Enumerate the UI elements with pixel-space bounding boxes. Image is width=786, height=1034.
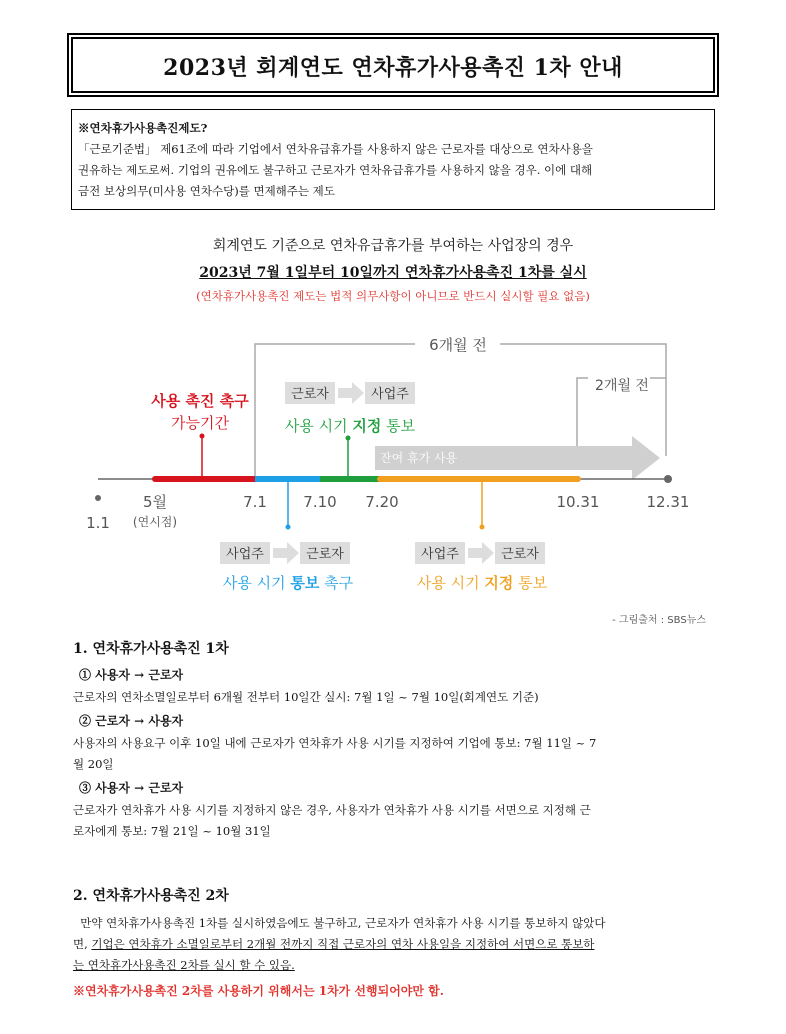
top-to-label: 사업주 — [371, 387, 409, 402]
intro-line-3: (연차휴가사용촉진 제도는 법적 의무사항이 아니므로 반드시 실시할 필요 없음) — [196, 289, 590, 303]
section-2-line-1: 만약 연차휴가사용촉진 1차를 실시하였음에도 불구하고, 근로자가 연차휴가 사용 시기를 통보하지 않았다 — [73, 916, 606, 930]
top-caption — [285, 417, 416, 435]
intro-line-2-text: 2023년 7월 1일부터 10일까지 연차휴가사용촉진 1차를 실시 — [199, 265, 587, 281]
intro-line-1: 회계연도 기준으로 연차유급휴가를 부여하는 사업장의 경우 — [212, 238, 574, 254]
top-dot — [346, 436, 351, 441]
section-1-item-1-text: 근로자의 연차소멸일로부터 6개월 전부터 10일간 실시: 7월 1일 ~ 7월 10일(회계연도 기준) — [73, 690, 539, 704]
section-2-note: ※연차휴가사용촉진 2차를 사용하기 위해서는 1차가 선행되어야만 함. — [73, 984, 444, 998]
bl-caption-b: 통보 — [290, 574, 320, 592]
section-1-item-3-text-cont: 로자에게 통보: 7월 21일 ~ 10월 31일 — [73, 824, 271, 838]
tick-may-sub: (연시점) — [132, 515, 178, 529]
end-dot — [664, 475, 672, 483]
promo-period-sub: 가능기간 — [171, 414, 229, 432]
section-2-heading: 2. 연차휴가사용촉진 2차 — [73, 888, 229, 904]
definition-box — [71, 109, 715, 210]
bl-to-label: 근로자 — [306, 547, 344, 562]
section-2-line-3: 는 연차휴가사용촉진 2차를 실시 할 수 있음. — [73, 958, 295, 972]
remaining-label: 잔여 휴가 사용 — [380, 451, 458, 465]
top-caption-c: 통보 — [381, 417, 416, 435]
top-caption-a: 사용 시기 — [284, 417, 353, 435]
tick-7-10: 7.10 — [303, 493, 337, 511]
bl-flow-arrow — [273, 542, 299, 564]
tick-7-20: 7.20 — [365, 493, 399, 511]
top-from-label: 근로자 — [291, 387, 329, 402]
promo-period-label: 사용 촉진 촉구 — [151, 392, 249, 410]
top-flow-arrow — [338, 382, 364, 404]
bl-caption — [223, 574, 354, 592]
page-title: 2023년 회계연도 연차휴가사용촉진 1차 안내 — [163, 55, 623, 81]
bl-dot — [286, 525, 291, 530]
six-months-label: 6개월 전 — [429, 336, 487, 354]
section-2-line-2-plain: 면, — [73, 937, 92, 951]
bl-caption-c: 촉구 — [319, 574, 354, 592]
section-1-item-2-label: ② 근로자 → 사용자 — [79, 714, 184, 728]
br-caption-a: 사용 시기 — [416, 574, 485, 592]
br-caption — [417, 574, 548, 592]
tick-1-1: 1.1 — [86, 514, 110, 532]
section-1-heading: 1. 연차휴가사용촉진 1차 — [73, 641, 229, 657]
section-1-item-2-text: 사용자의 사용요구 이후 10일 내에 근로자가 연차휴가 사용 시기를 지정하여 기업에 통보: 7월 11일 ~ 7 — [73, 736, 597, 750]
timeline-diagram — [80, 318, 706, 608]
tick-7-1: 7.1 — [243, 493, 267, 511]
section-1 — [73, 638, 723, 842]
br-caption-b: 지정 — [484, 574, 514, 592]
intro-line-2 — [0, 262, 786, 282]
definition-line: 금전 보상의무(미사용 연차수당)를 면제해주는 제도 — [78, 184, 335, 198]
top-caption-b: 지정 — [352, 417, 382, 435]
definition-line: 권유하는 제도로써. 기업의 권유에도 불구하고 근로자가 연차유급휴가를 사용하지 않을 경우. 이에 대해 — [78, 163, 593, 177]
section-1-item-3-label: ③ 사용자 → 근로자 — [79, 781, 184, 795]
br-flow-arrow — [468, 542, 494, 564]
section-2-line-2 — [73, 934, 723, 955]
section-1-item-2-text-cont: 월 20일 — [73, 757, 114, 771]
br-dot — [480, 525, 485, 530]
section-2 — [73, 885, 723, 999]
tick-may: 5월 — [142, 493, 168, 511]
tick-12-31: 12.31 — [646, 493, 690, 511]
definition-heading: ※연차휴가사용촉진제도? — [78, 121, 208, 135]
promo-dot — [200, 434, 205, 439]
br-from-label: 사업주 — [421, 547, 459, 562]
br-to-label: 근로자 — [501, 547, 539, 562]
bl-from-label: 사업주 — [226, 547, 264, 562]
section-1-item-3-text: 근로자가 연차휴가 사용 시기를 지정하지 않은 경우, 사용자가 연차휴가 사용 시기를 서면으로 지정해 근 — [73, 803, 591, 817]
title-box — [71, 37, 715, 93]
section-2-line-2-underlined: 기업은 연차휴가 소멸일로부터 2개월 전까지 직접 근로자의 연차 사용일을 지정하여 서면으로 통보하 — [91, 937, 595, 951]
section-1-item-1-label: ① 사용자 → 근로자 — [79, 668, 184, 682]
image-credit: - 그림출처 : SBS뉴스 — [612, 615, 706, 626]
definition-line: 「근로기준법」 제61조에 따라 기업에서 연차유급휴가를 사용하지 않은 근로자를 대상으로 연차사용을 — [78, 142, 593, 156]
tick-10-31: 10.31 — [556, 493, 600, 511]
br-caption-c: 통보 — [513, 574, 548, 592]
two-months-label: 2개월 전 — [595, 378, 649, 394]
start-dot — [95, 495, 101, 501]
bl-caption-a: 사용 시기 — [222, 574, 291, 592]
